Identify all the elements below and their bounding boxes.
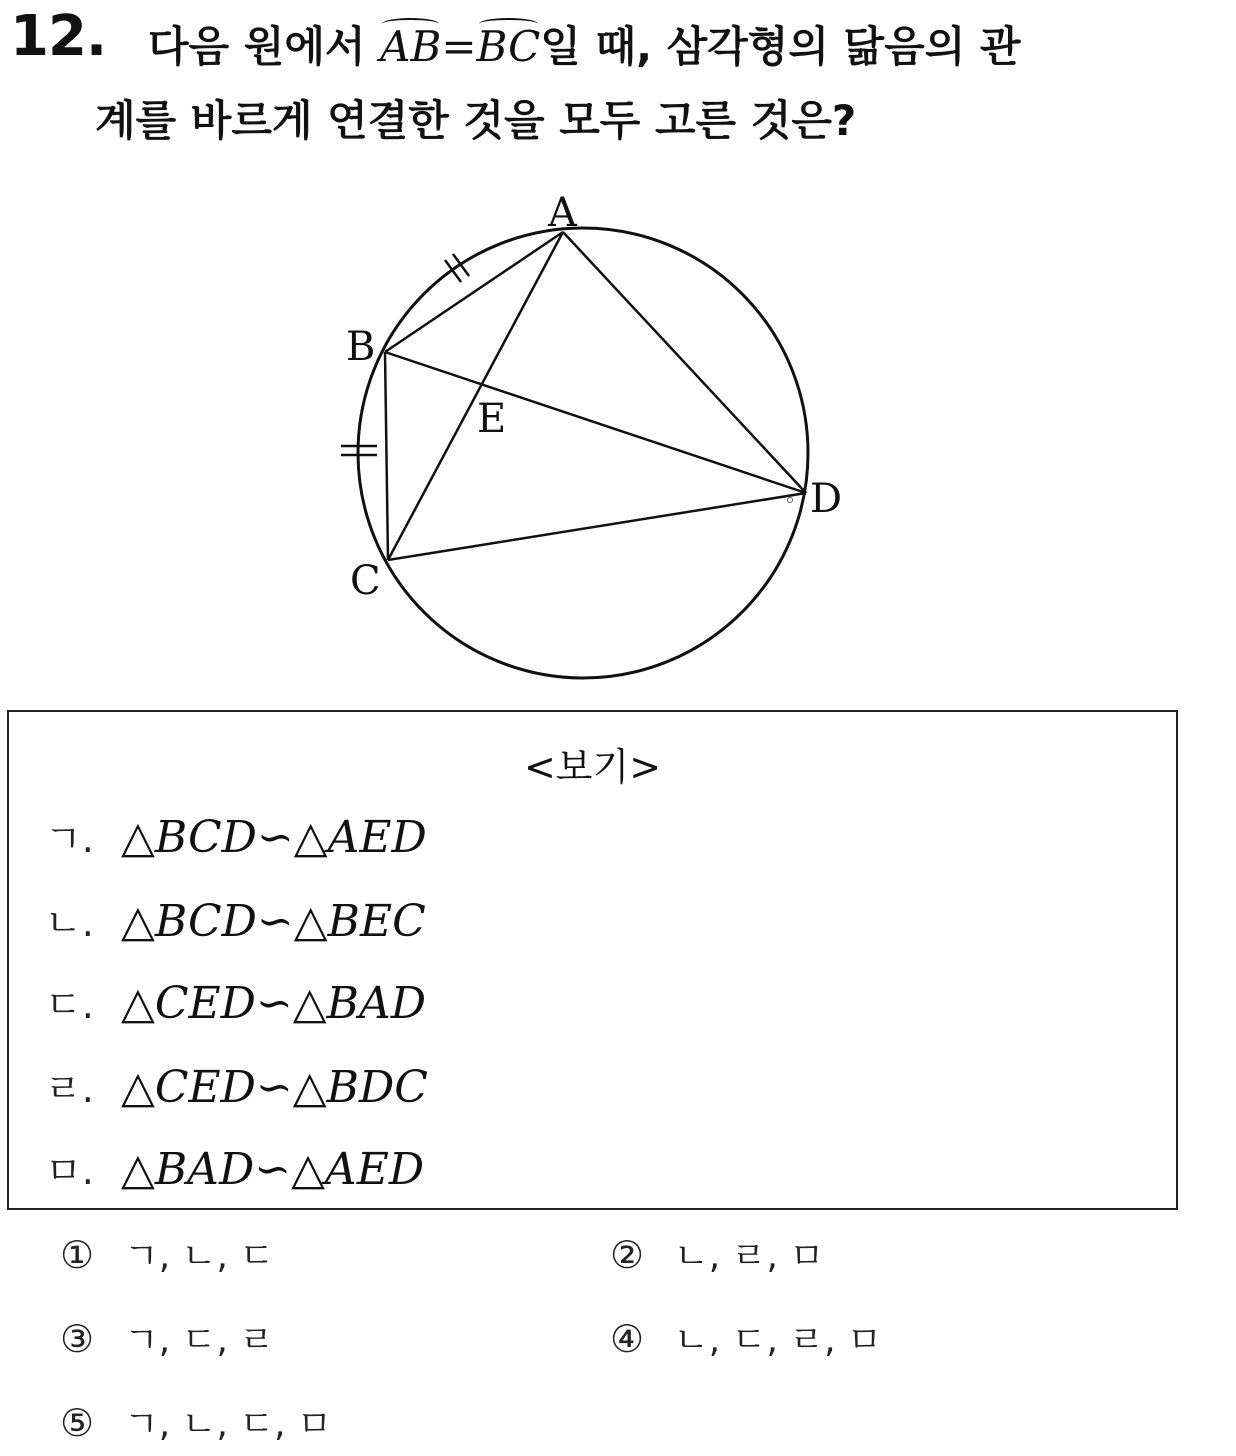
choice-text: ㄱ, ㄷ, ㄹ <box>124 1320 275 1361</box>
bogi-item <box>45 974 426 1030</box>
bogi-item-mark: ㄱ. <box>45 817 94 861</box>
bogi-item-text: △CED∽△BDC <box>121 1062 428 1113</box>
bogi-item <box>45 808 427 864</box>
label-c: C <box>350 558 381 604</box>
bogi-item-mark: ㄷ. <box>45 983 94 1027</box>
choice-1[interactable] <box>60 1228 274 1279</box>
bogi-box <box>7 710 1178 1210</box>
choice-3[interactable] <box>60 1312 274 1363</box>
choice-5[interactable] <box>60 1396 332 1447</box>
question-suffix: 일 때, 삼각형의 닮음의 관 <box>540 22 1021 71</box>
bogi-item-mark: ㄹ. <box>45 1067 94 1111</box>
bogi-title: <보기> <box>523 745 662 789</box>
equals-sign: = <box>441 22 477 71</box>
choice-text: ㄱ, ㄴ, ㄷ <box>124 1236 275 1277</box>
choice-4[interactable] <box>610 1312 882 1363</box>
angle-mark-d <box>788 498 793 503</box>
segment-ad <box>563 232 806 493</box>
segment-ab <box>385 232 563 352</box>
label-b: B <box>346 324 376 370</box>
choice-number: ⑤ <box>60 1401 95 1445</box>
choice-2[interactable] <box>610 1228 824 1279</box>
choice-number: ③ <box>60 1317 95 1361</box>
segment-bd <box>385 352 806 493</box>
bogi-item-text: △CED∽△BAD <box>121 978 426 1029</box>
circle-figure <box>0 0 1236 700</box>
choice-text: ㄴ, ㄹ, ㅁ <box>674 1236 825 1277</box>
bogi-item <box>45 1058 428 1114</box>
bogi-item <box>45 1140 424 1196</box>
question-line-2: 계를 바르게 연결한 것을 모두 고른 것은? <box>95 96 857 145</box>
bogi-item-text: △BCD∽△BEC <box>121 896 426 947</box>
bogi-item <box>45 892 426 948</box>
arc-ab: AB <box>380 22 442 71</box>
segment-ac <box>388 232 563 560</box>
choice-number: ④ <box>610 1317 645 1361</box>
choice-number: ② <box>610 1233 645 1277</box>
bogi-item-mark: ㅁ. <box>45 1149 94 1193</box>
question-number: 12. <box>10 4 107 69</box>
bogi-item-text: △BCD∽△AED <box>121 812 427 863</box>
circle <box>358 228 808 678</box>
label-e: E <box>477 396 507 442</box>
label-a: A <box>548 190 577 236</box>
arc-bc: BC <box>476 22 541 71</box>
label-d: D <box>810 476 843 522</box>
choice-text: ㄴ, ㄷ, ㄹ, ㅁ <box>674 1320 882 1361</box>
bogi-item-text: △BAD∽△AED <box>121 1144 425 1195</box>
bogi-item-mark: ㄴ. <box>45 901 94 945</box>
segment-bc <box>385 352 388 560</box>
choice-number: ① <box>60 1233 95 1277</box>
question-prefix: 다음 원에서 <box>148 22 381 71</box>
segment-cd <box>388 493 806 560</box>
choice-text: ㄱ, ㄴ, ㄷ, ㅁ <box>124 1404 332 1445</box>
